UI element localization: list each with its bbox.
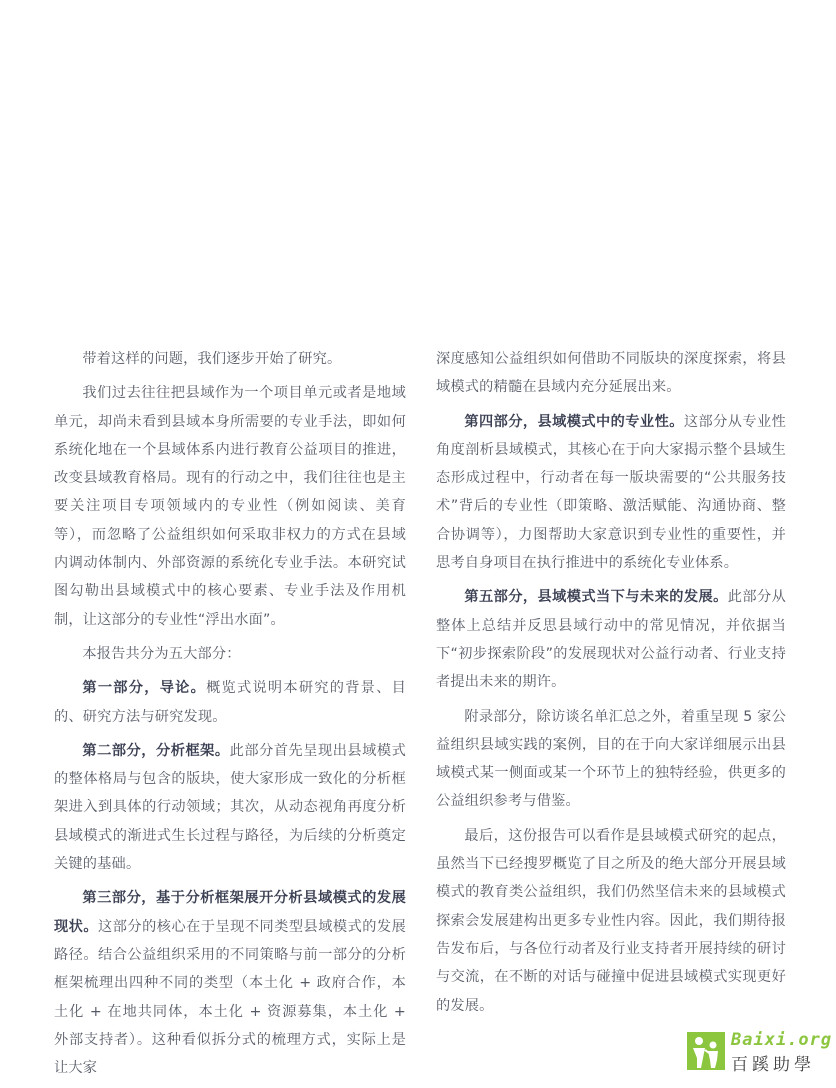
section-heading: 第四部分，县域模式中的专业性。 — [464, 413, 684, 430]
paragraph — [436, 583, 786, 696]
paragraph-text: 这部分的核心在于呈现不同类型县域模式的发展路径。结合公益组织采用的不同策略与前一部分的分析框架梳理出四种不同的类型（本土化 + 政府合作，本土化 + 在地共同体，本土化 + 资源募集，本土化 + 外部支持者）。这种看似拆分式的梳理方式，实际上是让大家 — [54, 918, 407, 1077]
baixi-figures-icon — [687, 1032, 725, 1070]
left-column — [54, 345, 406, 1088]
paragraph: 带着这样的问题，我们逐步开始了研究。 — [82, 351, 342, 367]
section-heading: 第五部分，县域模式当下与未来的发展。 — [464, 589, 728, 606]
section-heading: 第一部分，导论。 — [82, 680, 207, 697]
paragraph: 本报告共分为五大部分： — [82, 645, 241, 662]
baixi-logo — [687, 1030, 833, 1075]
paragraph — [54, 884, 406, 1082]
paragraph: 附录部分，除访谈名单汇总之外，着重呈现 5 家公益组织县域实践的案例，目的在于向大家详细展示出县域模式某一侧面或某一个环节上的独特经验，供更多的公益组织参考与借鉴。 — [436, 708, 786, 810]
section-heading: 第三部分，基于分析框架展开分析县域模式的发展现状。 — [54, 890, 406, 935]
paragraph — [436, 408, 786, 578]
paragraph-text: 概览式说明本研究的背景、目的、研究方法与研究发现。 — [54, 680, 406, 725]
logo-url: Baixi.org — [731, 1030, 833, 1050]
right-column — [436, 345, 786, 1026]
paragraph-continued: 深度感知公益组织如何借助不同版块的深度探索，将县域模式的精髓在县域内充分延展出来。 — [436, 351, 786, 396]
paragraph: 最后，这份报告可以看作是县域模式研究的起点，虽然当下已经搜罗概览了目之所及的绝大部分开展县域模式的教育类公益组织，我们仍然坚信未来的县域模式探索会发展建构出更多专业性内容。因此，我们期待报告发布后，与各位行动者及行业支持者开展持续的研讨与交流，在不断的对话与碰撞中促进县域模式实现更好的发展。 — [436, 827, 786, 1014]
paragraph: 我们过去往往把县域作为一个项目单元或者是地域单元，却尚未看到县域本身所需要的专业手法，即如何系统化地在一个县域体系内进行教育公益项目的推进，改变县域教育格局。现有的行动之中，我们往往也是主要关注项目专项领域内的专业性（例如阅读、美育等），而忽略了公益组织如何采取非权力的方式在县域内调动体制内、外部资源的系统化专业手法。本研究试图勾勒出县域模式中的核心要素、专业手法及作用机制，让这部分的专业性“浮出水面”。 — [54, 385, 406, 628]
paragraph — [54, 674, 406, 731]
section-heading: 第二部分，分析框架。 — [82, 742, 230, 759]
paragraph-text: 此部分从整体上总结并反思县域行动中的常见情况，并依据当下“初步探索阶段”的发展现状对公益行动者、行业支持者提出未来的期许。 — [436, 589, 786, 691]
paragraph — [54, 737, 406, 878]
paragraph-text: 这部分从专业性角度剖析县域模式，其核心在于向大家揭示整个县域生态形成过程中，行动者在每一版块需要的“公共服务技术”背后的专业性（即策略、激活赋能、沟通协商、整合协调等），力图帮助大家意识到专业性的重要性，并思考自身项目在执行推进中的系统化专业体系。 — [436, 413, 786, 572]
paragraph-text: 此部分首先呈现出县域模式的整体格局与包含的版块，使大家形成一致化的分析框架进入到具体的行动领域；其次，从动态视角再度分析县域模式的渐进式生长过程与路径，为后续的分析奠定关键的基础。 — [54, 742, 406, 873]
logo-name: 百蹊助學 — [731, 1055, 815, 1075]
